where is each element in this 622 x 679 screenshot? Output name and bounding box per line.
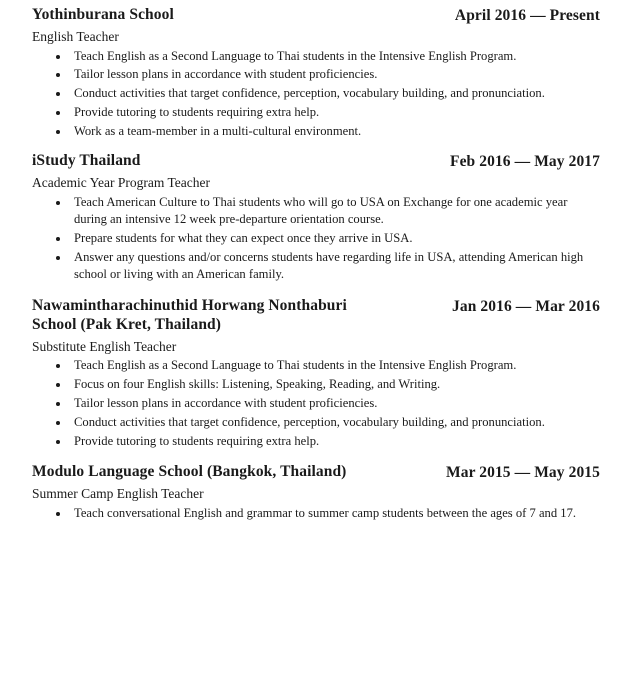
list-item: • Focus on four English skills: Listening, Speaking, Reading, and Writing. — [70, 376, 600, 393]
experience-entry — [32, 152, 600, 283]
experience-entry — [32, 463, 600, 522]
experience-entry-header — [32, 463, 600, 482]
employment-dates: Feb 2016 — May 2017 — [450, 153, 600, 171]
job-title: English Teacher — [32, 29, 119, 44]
list-item: • Prepare students for what they can expect once they arrive in USA. — [70, 230, 600, 247]
list-item: • Teach conversational English and grammar to summer camp students between the ages of 7 and 17. — [70, 505, 600, 522]
employment-dates: Jan 2016 — Mar 2016 — [452, 297, 600, 315]
employment-dates: April 2016 — Present — [454, 7, 600, 24]
employer-name: iStudy Thailand — [32, 152, 141, 170]
list-item: • Tailor lesson plans in accordance with student proficiencies. — [70, 395, 600, 412]
responsibility-list — [32, 357, 600, 450]
employer-name: Yothinburana School — [32, 6, 174, 23]
job-title: Summer Camp English Teacher — [32, 486, 204, 502]
experience-entry-header — [32, 6, 600, 25]
employment-dates: Mar 2015 — May 2015 — [445, 464, 600, 482]
list-item: • Tailor lesson plans in accordance with student proficiencies. — [70, 66, 600, 83]
list-item: • Provide tutoring to students requiring extra help. — [70, 433, 600, 450]
responsibility-list — [32, 48, 600, 141]
job-title: Substitute English Teacher — [32, 338, 177, 354]
employer-name: Modulo Language School (Bangkok, Thailand) — [32, 463, 347, 481]
list-item: • Teach English as a Second Language to Thai students in the Intensive English Program. — [70, 48, 600, 65]
experience-entry-header — [32, 297, 600, 335]
experience-entry-header — [32, 152, 600, 171]
job-title: Academic Year Program Teacher — [32, 175, 210, 191]
list-item: • Work as a team-member in a multi-cultural environment. — [70, 123, 600, 140]
experience-entry — [32, 297, 600, 450]
responsibility-list — [32, 194, 600, 284]
list-item: • Answer any questions and/or concerns students have regarding life in USA, attending American high school or living with an American family. — [70, 249, 600, 284]
list-item: • Conduct activities that target confidence, perception, vocabulary building, and pronunciation. — [70, 85, 600, 102]
list-item: • Teach American Culture to Thai students who will go to USA on Exchange for one academic year during an intensive 12 week pre-departure orientation course. — [70, 194, 600, 229]
responsibility-list — [32, 505, 600, 522]
list-item: • Conduct activities that target confidence, perception, vocabulary building, and pronunciation. — [70, 414, 600, 431]
employer-name: Nawamintharachinuthid Horwang Nonthaburi School (Pak Kret, Thailand) — [32, 296, 347, 333]
list-item: • Teach English as a Second Language to Thai students in the Intensive English Program. — [70, 357, 600, 374]
experience-entry — [32, 6, 600, 140]
list-item: • Provide tutoring to students requiring extra help. — [70, 104, 600, 121]
